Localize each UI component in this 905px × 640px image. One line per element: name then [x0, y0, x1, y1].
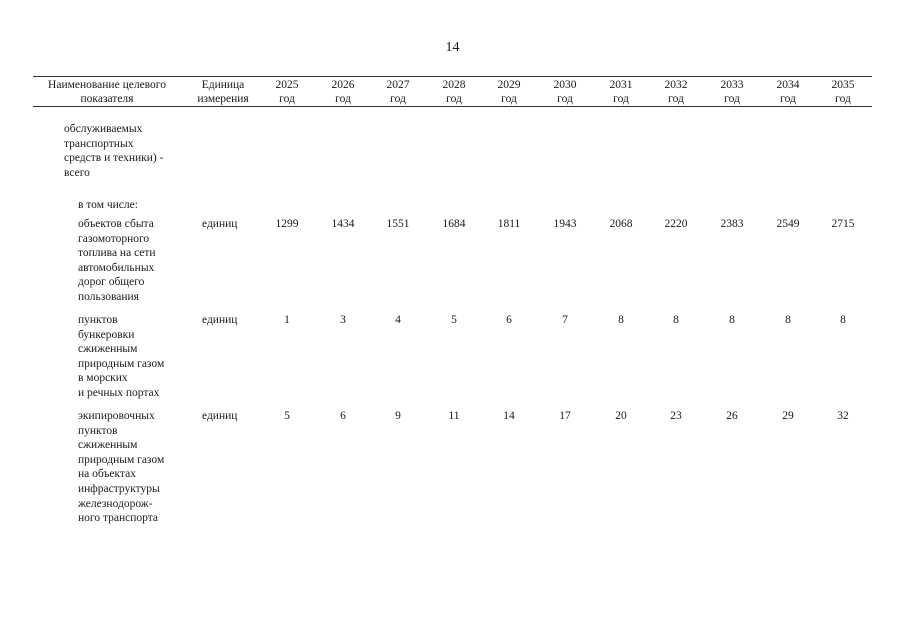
row-1-value-2033: 2383: [720, 218, 744, 230]
row-3-value-2029: 14: [503, 410, 515, 422]
header-year-2025: 2025 год: [275, 79, 299, 105]
row-2-value-2030: 7: [562, 314, 568, 326]
row-name-1: объектов сбыта газомоторного топлива на сети автомобильных дорог общего пользования: [78, 218, 156, 303]
header-year-2030: 2030 год: [553, 79, 577, 105]
row-name-2: пунктов бункеровки сжиженным природным газом в морских и речных портах: [78, 314, 165, 399]
row-name-3: экипировочных пунктов сжиженным природным газом на объектах инфраструктуры железнодорож- ного транспорта: [78, 410, 165, 525]
row-2-value-2025: 1: [284, 314, 290, 326]
header-name-column: Наименование целевого показателя: [48, 79, 166, 105]
continuation-text: обслуживаемых транспортных средств и техники) - всего: [64, 123, 164, 179]
row-unit-2: единиц: [202, 314, 238, 326]
row-2-value-2034: 8: [785, 314, 791, 326]
row-3-value-2033: 26: [726, 410, 738, 422]
row-3-value-2034: 29: [782, 410, 794, 422]
row-3-value-2025: 5: [284, 410, 290, 422]
row-1-value-2029: 1811: [497, 218, 521, 230]
row-1-value-2030: 1943: [553, 218, 577, 230]
row-2-value-2027: 4: [395, 314, 401, 326]
row-3-value-2032: 23: [670, 410, 682, 422]
row-1-value-2025: 1299: [275, 218, 299, 230]
row-3-value-2026: 6: [340, 410, 346, 422]
row-3-value-2031: 20: [615, 410, 627, 422]
header-unit-column: Единица измерения: [197, 79, 249, 105]
row-1-value-2031: 2068: [609, 218, 633, 230]
row-1-value-2026: 1434: [331, 218, 355, 230]
table-header-top-rule: [33, 76, 872, 77]
row-1-value-2035: 2715: [831, 218, 855, 230]
header-year-2028: 2028 год: [442, 79, 466, 105]
row-2-value-2035: 8: [840, 314, 846, 326]
row-2-value-2032: 8: [673, 314, 679, 326]
header-year-2035: 2035 год: [831, 79, 855, 105]
row-2-value-2031: 8: [618, 314, 624, 326]
header-year-2033: 2033 год: [720, 79, 744, 105]
header-year-2032: 2032 год: [664, 79, 688, 105]
subheading-in-particular: в том числе:: [78, 199, 138, 211]
row-1-value-2032: 2220: [664, 218, 688, 230]
row-3-value-2028: 11: [448, 410, 460, 422]
header-year-2034: 2034 год: [776, 79, 800, 105]
header-year-2026: 2026 год: [331, 79, 355, 105]
row-2-value-2028: 5: [451, 314, 457, 326]
row-3-value-2027: 9: [395, 410, 401, 422]
row-1-value-2027: 1551: [386, 218, 410, 230]
header-year-2031: 2031 год: [609, 79, 633, 105]
row-1-value-2028: 1684: [442, 218, 466, 230]
page-number: 14: [445, 40, 460, 55]
row-3-value-2035: 32: [837, 410, 849, 422]
row-unit-1: единиц: [202, 218, 238, 230]
table-header-bottom-rule: [33, 106, 872, 107]
row-3-value-2030: 17: [559, 410, 571, 422]
header-year-2029: 2029 год: [497, 79, 521, 105]
header-year-2027: 2027 год: [386, 79, 410, 105]
row-1-value-2034: 2549: [776, 218, 800, 230]
row-unit-3: единиц: [202, 410, 238, 422]
row-2-value-2026: 3: [340, 314, 346, 326]
row-2-value-2033: 8: [729, 314, 735, 326]
row-2-value-2029: 6: [506, 314, 512, 326]
